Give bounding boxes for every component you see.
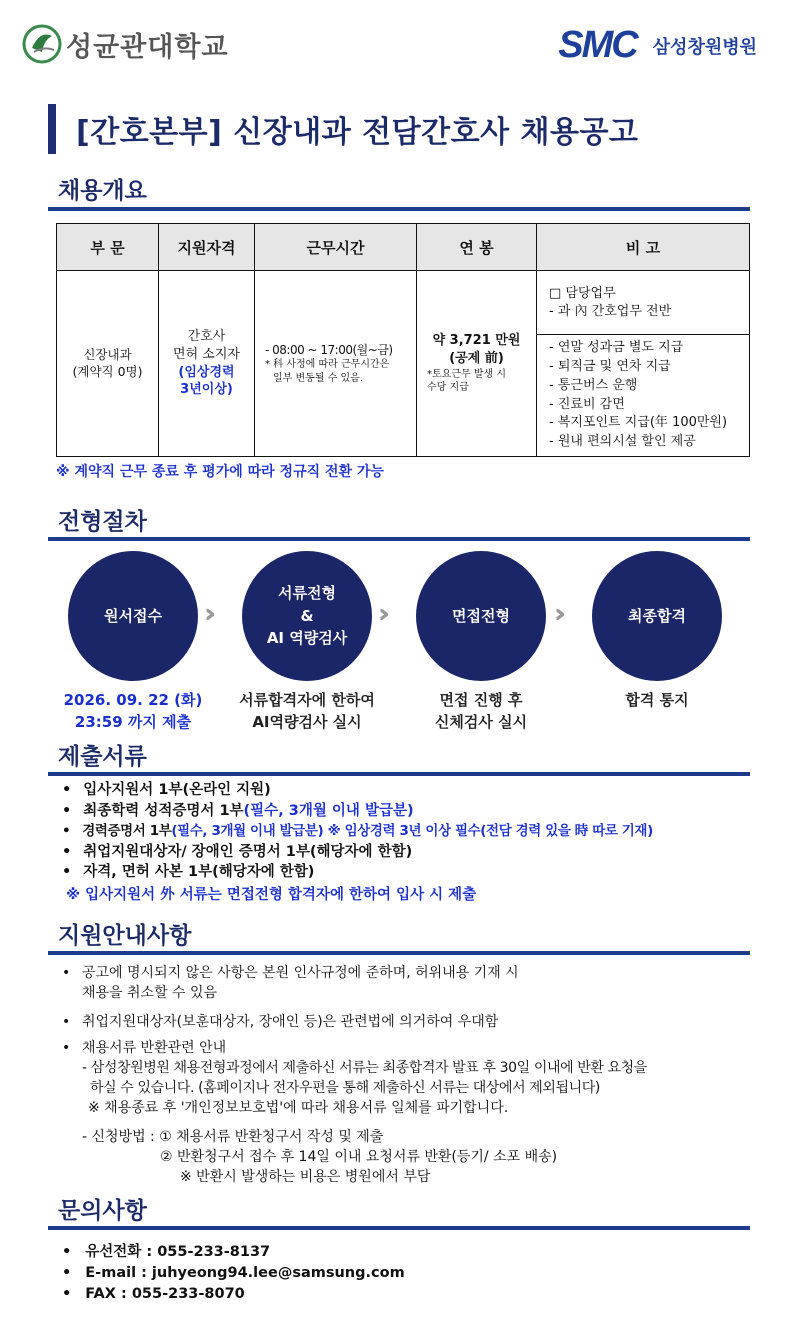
contact-text: E-mail : juhyeong94.lee@samsung.com xyxy=(85,1265,405,1281)
cell-dept xyxy=(57,271,159,457)
guide-text: - 신청방법 : ① 채용서류 반환청구서 작성 및 제출 xyxy=(82,1129,384,1145)
step-caption-interview xyxy=(386,690,576,734)
list-item xyxy=(62,842,762,863)
header-salary: 연 봉 xyxy=(417,224,537,271)
step-application xyxy=(68,551,198,681)
guide-text: 채용을 취소할 수 있음 xyxy=(82,985,218,1001)
section-title-documents: 제출서류 xyxy=(58,744,147,770)
dept-contract: (계약직 0명) xyxy=(72,363,143,379)
qual-experience: (임상경력 xyxy=(178,364,235,380)
documents-note: ※ 입사지원서 外 서류는 면접전형 합격자에 한하여 입사 시 제출 xyxy=(66,887,477,903)
university-emblem-icon xyxy=(22,24,62,64)
benefit-item: - 연말 성과금 별도 지급 xyxy=(549,340,684,355)
step-caption-deadline xyxy=(38,690,228,734)
step-label: 원서접수 xyxy=(104,606,162,625)
chevron-right-icon: ››› xyxy=(204,599,207,629)
recruitment-summary-table xyxy=(56,223,750,457)
list-item xyxy=(62,780,762,801)
caption-line: 23:59 까지 제출 xyxy=(74,712,192,731)
guide-text: 취업지원대상자(보훈대상자, 장애인 등)은 관련법에 의거하여 우대함 xyxy=(82,1014,499,1030)
guide-text: - 삼성창원병원 채용전형과정에서 제출하신 서류는 최종합격자 발표 후 30일 이내에 반환 요청을 xyxy=(82,1060,647,1076)
cell-qualification xyxy=(159,271,255,457)
section-rule xyxy=(48,951,750,955)
caption-line: AI역량검사 실시 xyxy=(252,712,362,731)
guide-item-regulation xyxy=(62,963,762,1003)
contact-fax xyxy=(62,1284,405,1305)
guide-text: ※ 반환시 발생하는 비용은 병원에서 부담 xyxy=(180,1169,431,1185)
chevron-right-icon: ››› xyxy=(378,599,381,629)
contact-list xyxy=(62,1242,405,1305)
section-rule xyxy=(48,772,750,776)
guide-text: 하실 수 있습니다. (홈페이지나 전자우편을 통해 제출하신 서류는 대상에서 제외됩니다) xyxy=(90,1080,600,1096)
caption-line: 합격 통지 xyxy=(625,691,689,709)
hours-note: * 科 사정에 따라 근무시간은 xyxy=(265,359,390,371)
doc-text: 경력증명서 1부 xyxy=(82,823,172,839)
list-item xyxy=(62,801,762,822)
hospital-logo xyxy=(558,24,757,67)
caption-line: 면접 진행 후 xyxy=(439,691,523,709)
salary-pretax: (공제 前) xyxy=(449,351,504,367)
doc-text: 최종학력 성적증명서 1부 xyxy=(83,802,244,819)
doc-text: 입사지원서 1부(온라인 지원) xyxy=(83,782,271,798)
qual-experience: 3년이상) xyxy=(180,382,233,398)
step-final-pass xyxy=(592,551,722,681)
step-caption-final xyxy=(562,690,752,712)
header-hours: 근무시간 xyxy=(255,224,417,271)
header-dept: 부 문 xyxy=(57,224,159,271)
guide-text: 공고에 명시되지 않은 사항은 본원 인사규정에 준하며, 허위내용 기재 시 xyxy=(82,965,519,981)
section-title-process: 전형절차 xyxy=(58,509,147,535)
table-header-row xyxy=(57,224,750,271)
cell-benefits xyxy=(537,335,750,457)
guide-text: 채용서류 반환관련 안내 xyxy=(82,1040,227,1056)
contract-conversion-note: ※ 계약직 근무 종료 후 평가에 따라 정규직 전환 가능 xyxy=(56,464,384,480)
section-rule xyxy=(48,537,750,541)
section-rule xyxy=(48,1226,750,1230)
table-row xyxy=(57,271,750,335)
caption-line: 2026. 09. 22 (화) xyxy=(63,691,203,709)
documents-list xyxy=(62,780,762,883)
cell-duties xyxy=(537,271,750,335)
benefit-item: - 복지포인트 지급(年 100만원) xyxy=(549,415,728,431)
section-rule xyxy=(48,207,750,211)
benefit-item: - 진료비 감면 xyxy=(549,396,625,412)
benefit-item: - 퇴직금 및 연차 지급 xyxy=(549,358,671,374)
qual-line: 간호사 xyxy=(187,329,226,345)
salary-note: *토요근무 발생 시 xyxy=(427,368,506,380)
contact-text: FAX : 055-233-8070 xyxy=(85,1286,245,1302)
dept-name: 신장내과 xyxy=(83,346,132,362)
bullet: • xyxy=(62,1040,71,1056)
duties-detail: - 과 內 간호업무 전반 xyxy=(549,303,672,319)
page-header xyxy=(0,0,795,90)
guide-item-preference xyxy=(62,1012,762,1032)
doc-requirement: (필수, 3개월 이내 발급분) ※ 임상경력 3년 이상 필수(전담 경력 있을 時 따로 기재) xyxy=(171,823,653,839)
list-item xyxy=(62,821,762,842)
hours-note: 일부 변동될 수 있음. xyxy=(273,372,363,384)
step-label: 면접전형 xyxy=(452,606,510,625)
page-title-text: [간호본부] 신장내과 전담간호사 채용공고 xyxy=(76,115,639,150)
header-qualification: 지원자격 xyxy=(159,224,255,271)
step-label: 서류전형 xyxy=(278,584,336,603)
smc-logo-text: SMC xyxy=(558,24,637,66)
duties-title: □ 담당업무 xyxy=(549,285,616,301)
page-title xyxy=(48,104,638,154)
doc-text: 취업지원대상자/ 장애인 증명서 1부(해당자에 한함) xyxy=(83,843,413,860)
step-label: & xyxy=(300,606,314,625)
bullet: • xyxy=(62,965,71,981)
header-notes: 비 고 xyxy=(537,224,750,271)
cell-hours xyxy=(255,271,417,457)
step-caption-screening xyxy=(212,690,402,734)
list-item xyxy=(62,862,762,883)
step-label: AI 역량검사 xyxy=(266,629,348,648)
section-title-overview: 채용개요 xyxy=(58,178,147,204)
salary-note: 수당 지급 xyxy=(427,382,469,394)
cell-salary xyxy=(417,271,537,457)
caption-line: 신체검사 실시 xyxy=(434,712,528,731)
step-interview xyxy=(416,551,546,681)
benefit-item: - 원내 편의시설 할인 제공 xyxy=(549,434,696,450)
contact-text: 유선전화 : 055-233-8137 xyxy=(85,1244,271,1260)
benefit-item: - 통근버스 운행 xyxy=(549,377,638,393)
section-title-guide: 지원안내사항 xyxy=(58,923,192,949)
step-document-screening xyxy=(242,551,372,681)
chevron-right-icon: ››› xyxy=(554,599,557,629)
hours-main: - 08:00 ~ 17:00(월~금) xyxy=(265,342,393,357)
step-label: 최종합격 xyxy=(628,606,686,625)
section-title-contact: 문의사항 xyxy=(58,1198,147,1224)
university-name: 성균관대학교 xyxy=(66,31,229,63)
hospital-name: 삼성창원병원 xyxy=(652,36,757,58)
title-accent-bar xyxy=(48,104,56,154)
doc-requirement: (필수, 3개월 이내 발급분) xyxy=(243,802,414,819)
bullet: • xyxy=(62,1014,71,1030)
university-logo xyxy=(22,20,229,68)
contact-email xyxy=(62,1263,405,1284)
qual-line: 면허 소지자 xyxy=(173,346,240,362)
doc-text: 자격, 면허 사본 1부(해당자에 한함) xyxy=(83,864,315,880)
guide-text: ※ 채용종료 후 '개인정보보호법'에 따라 채용서류 일체를 파기합니다. xyxy=(88,1100,509,1116)
salary-amount: 약 3,721 만원 xyxy=(432,333,521,349)
guide-text: ② 반환청구서 접수 후 14일 이내 요청서류 반환(등기/ 소포 배송) xyxy=(160,1149,558,1165)
caption-line: 서류합격자에 한하여 xyxy=(239,691,375,709)
guide-item-return xyxy=(62,1038,762,1187)
contact-phone xyxy=(62,1242,405,1263)
